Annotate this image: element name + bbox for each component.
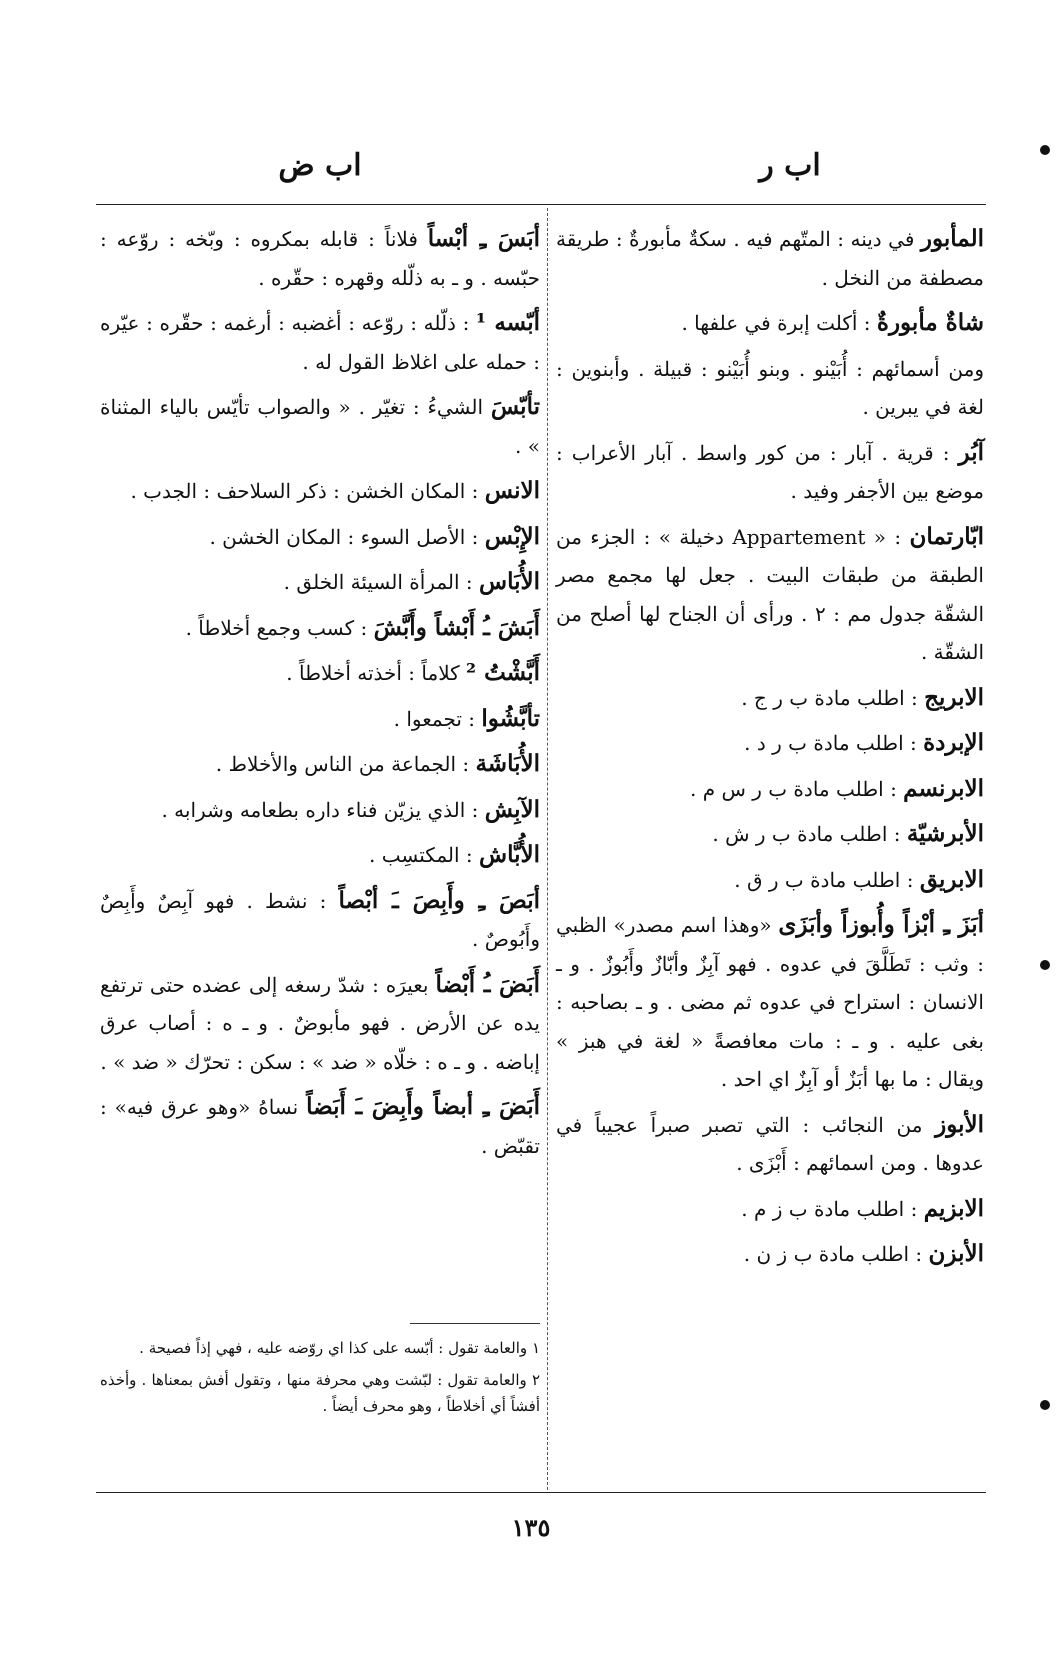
entry-definition: من النجائب : التي تصبر صبراً عجيباً في عدوها . ومن اسمائهم : أَبْزَى . xyxy=(556,1112,984,1175)
entry-headword: شاةٌ مأبورةٌ xyxy=(876,309,984,336)
entry-headword: أَبَضَ ـِ أبضاً وأَبِضَ ـَ أَبَضاً xyxy=(306,1093,540,1120)
dictionary-entry xyxy=(556,350,984,427)
entry-definition: بعيرَه : شدّ رسغه إلى عضده حتى ترتفع يده عن الأرض . فهو مأبوضٌ . و ـ ه : أصاب عرق إباضه . و ـ ه : خلّاه « ضد » : سكن : تحرّك « ضد » . xyxy=(100,972,540,1074)
entry-definition: : قرية . آبار : من كور واسط . آبار الأعراب : موضع بين الأجفر وفيد . xyxy=(556,440,984,503)
entry-definition: في دينه : المتّهم فيه . سكةٌ مأبورةٌ : طريقة مصطفة من النخل . xyxy=(556,227,984,290)
entry-definition: : الذي يزيّن فناء داره بطعامه وشرابه . xyxy=(161,797,479,822)
footnotes xyxy=(100,1335,540,1425)
dictionary-entry xyxy=(100,609,540,648)
entry-definition: : اطلب مادة ب ز ن . xyxy=(743,1242,923,1266)
dictionary-entry xyxy=(100,304,540,381)
entry-headword: أَبَشَ ـُ أَبْشاً وأَبَّشَ xyxy=(373,613,540,641)
entry-definition: : اطلب مادة ب ر ج . xyxy=(741,685,918,710)
dictionary-entry xyxy=(556,1190,984,1229)
entry-headword: ابّارتمان xyxy=(909,522,984,550)
entry-headword: الابريج xyxy=(924,683,984,711)
footnote-text: والعامة تقول : أبّسه على كذا اي روّضه عليه ، فهي إذاً فصيحة . xyxy=(139,1339,528,1357)
edge-mark xyxy=(1040,145,1050,155)
left-column xyxy=(100,220,540,1172)
dictionary-entry xyxy=(100,388,540,465)
header-root-left: اب ض xyxy=(278,148,362,183)
entry-definition: : كسب وجمع أخلاطاً . xyxy=(185,615,368,640)
entry-definition: الشيءُ : تغيّر . « والصواب تأيّس بالياء المثناة » . xyxy=(100,395,540,458)
dictionary-entry xyxy=(556,1235,984,1274)
dictionary-entry xyxy=(100,654,540,693)
dictionary-entry xyxy=(556,1106,984,1183)
entry-headword: أَبَضَ ـُ أَبْضاً xyxy=(435,970,541,998)
dictionary-entry xyxy=(100,220,540,297)
dictionary-entry xyxy=(100,836,540,875)
entry-definition: : المكان الخشن : ذكر السلاحف : الجدب . xyxy=(130,479,479,503)
entry-headword: أبّسه ¹ xyxy=(475,309,540,336)
entry-definition: فلاناً : قابله بمكروه : وبّخه : روّعه : حبّسه . و ـ به ذلّله وقهره : حقّره . xyxy=(100,227,540,290)
entry-definition: «وهذا اسم مصدر» الظبي : وثب : تَطَلَّقَ في عدوه . فهو آبِزٌ وأبّازٌ وأَبُوزٌ . و ـ الانسان : استراح في عدوه ثم مضى . و ـ بصاحبه : بغى عليه . و ـ : مات معافصةً « لغة في هبز » ويقال : ما بها أبَزٌ أو آبِزٌ اي احد . xyxy=(556,913,984,1091)
entry-headword: الابرنسم xyxy=(903,774,984,802)
column-divider xyxy=(547,208,548,1490)
entry-definition: : الجماعة من الناس والأخلاط . xyxy=(215,752,470,776)
entry-headword: الابريق xyxy=(919,865,984,893)
dictionary-entry xyxy=(100,1088,540,1165)
entry-headword: الأبزن xyxy=(928,1240,984,1267)
footnote-text: والعامة تقول : لبّشت وهي محرفة منها ، وتقول أفش بمعناها . وأخذه أفشاً أي أخلاطاً ، وهو محرف أيضاً . xyxy=(100,1371,540,1415)
entry-headword: المأبور xyxy=(920,225,984,252)
dictionary-entry xyxy=(100,518,540,557)
dictionary-entry xyxy=(556,518,984,672)
entry-headword: الإِبْس xyxy=(484,522,540,550)
right-column xyxy=(556,220,984,1281)
dictionary-entry xyxy=(556,815,984,854)
dictionary-entry xyxy=(556,304,984,343)
entry-definition: : نشط . فهو آبِصٌ وأَبِصٌ وأَبُوصٌ . xyxy=(100,888,540,951)
entry-definition: : اطلب مادة ب ر س م . xyxy=(690,776,897,801)
entry-definition: : اطلب مادة ب ر د . xyxy=(744,731,917,755)
entry-headword: الأبرشيّة xyxy=(906,820,984,847)
entry-headword: الأبوز xyxy=(935,1110,984,1138)
dictionary-entry xyxy=(556,861,984,900)
entry-headword: آبُر xyxy=(958,438,985,466)
entry-definition: كلاماً : أخذته أخلاطاً . xyxy=(286,661,460,685)
dictionary-entry xyxy=(100,791,540,830)
entry-headword: أَبَّشْتُ ² xyxy=(466,659,540,686)
entry-headword: أبَصَ ـِ وأَبِصَ ـَ أبْصاً xyxy=(338,886,541,914)
entry-headword: الأُبَّاش xyxy=(479,841,540,868)
header-root-right: اب ر xyxy=(759,148,821,183)
entry-definition: : اطلب مادة ب ز م . xyxy=(741,1196,918,1221)
entry-headword: الانس xyxy=(484,477,540,504)
footnote-rule xyxy=(410,1323,540,1324)
dictionary-entry xyxy=(556,770,984,809)
entry-headword: الإبردة xyxy=(923,729,984,756)
page-number: ١٣٥ xyxy=(511,1513,551,1542)
entry-headword: الأُبَاشَة xyxy=(475,750,540,777)
entry-headword: الأُبَاس xyxy=(479,568,540,595)
dictionary-entry xyxy=(556,906,984,1099)
entry-headword: أبَزَ ـِ أبْزاً وأُبوزاً وأبَزَى xyxy=(778,911,984,938)
entry-headword: تأبّسَ xyxy=(490,393,540,420)
dictionary-entry xyxy=(100,966,540,1082)
entry-headword: تأبَّشُوا xyxy=(481,704,540,732)
entry-headword: أبَسَ ـِ أبْساً xyxy=(427,225,541,252)
entry-headword: الآبِش xyxy=(484,795,540,823)
dictionary-entry xyxy=(100,700,540,739)
edge-mark xyxy=(1040,1400,1050,1410)
entry-definition: نساهُ «وهو عرق فيه» : تقبّض . xyxy=(100,1095,540,1158)
bottom-rule xyxy=(96,1492,986,1493)
dictionary-entry xyxy=(556,679,984,718)
dictionary-entry xyxy=(100,563,540,602)
entry-definition: : « Appartement دخيلة » : الجزء من الطبقة من طبقات البيت . جعل لها مجمع مصر الشقّة جدول مم : ٢ . ورأى أن الجناح لها أصلح من الشقّة . xyxy=(556,524,984,664)
footnote-number: ١ xyxy=(531,1339,540,1357)
entry-definition: : المرأة السيئة الخلق . xyxy=(283,570,473,594)
entry-definition: : تجمعوا . xyxy=(393,706,476,731)
dictionary-entry xyxy=(556,220,984,297)
footnote xyxy=(100,1367,540,1419)
edge-mark xyxy=(1040,960,1050,970)
entry-definition: : اطلب مادة ب ر ق . xyxy=(734,867,914,892)
entry-definition: : الأصل السوء : المكان الخشن . xyxy=(209,524,479,549)
entry-definition: : اطلب مادة ب ر ش . xyxy=(712,822,901,846)
entry-definition: ومن أسمائهم : أُبَيْنو . وبنو أُبَيْنو : قبيلة . وأبنوين : لغة في يبرين . xyxy=(556,356,984,419)
entry-definition: : أكلت إبرة في علفها . xyxy=(681,311,871,335)
footnote-number: ٢ xyxy=(531,1371,540,1389)
footnote xyxy=(100,1335,540,1361)
top-rule xyxy=(96,204,986,205)
entry-definition: : المكتسِب . xyxy=(369,843,473,867)
dictionary-entry xyxy=(100,882,540,959)
entry-definition: : ذلّله : روّعه : أغضبه : أرغمه : حقّره : عيّره : حمله على اغلاظ القول له . xyxy=(100,311,540,374)
dictionary-entry xyxy=(100,745,540,784)
dictionary-entry xyxy=(100,472,540,511)
entry-headword: الابزيم xyxy=(923,1194,984,1222)
dictionary-entry xyxy=(556,724,984,763)
dictionary-entry xyxy=(556,434,984,511)
